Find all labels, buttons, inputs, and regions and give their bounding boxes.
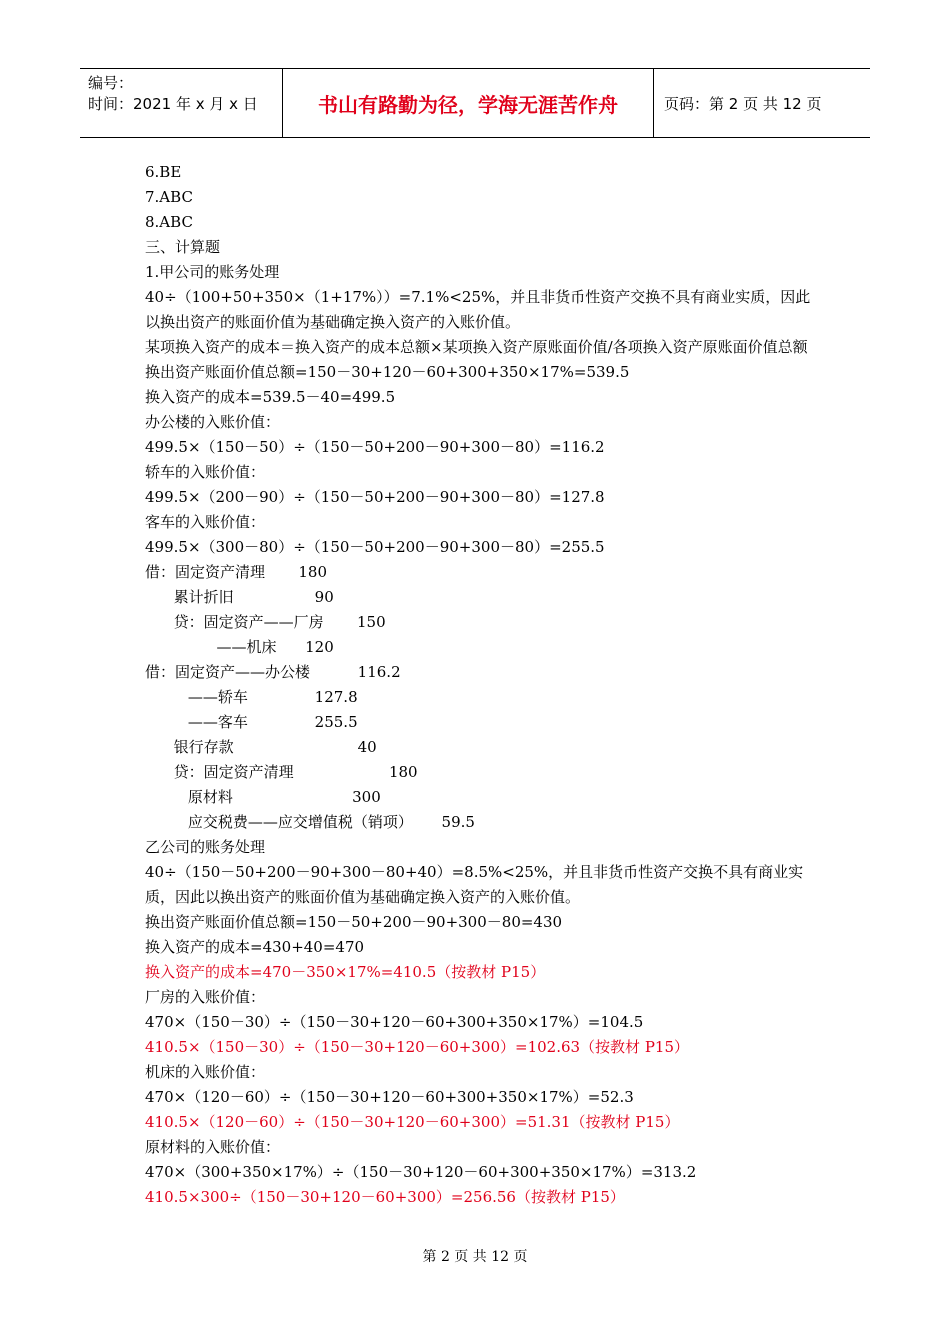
text-line: 换出资产账面价值总额=150－30+120－60+300+350×17%=539.5 xyxy=(145,363,630,381)
text-line: 410.5×300÷（150－30+120－60+300）=256.56（按教材 P15） xyxy=(145,1188,625,1206)
text-line: 机床的入账价值： xyxy=(145,1063,266,1081)
text-line: ——机床 120 xyxy=(145,638,334,656)
header-meta xyxy=(80,69,282,137)
text-line: 借：固定资产清理 180 xyxy=(145,563,328,581)
header-motto: 书山有路勤为径，学海无涯苦作舟 xyxy=(282,69,654,137)
text-line: 换入资产的成本=430+40=470 xyxy=(145,938,365,956)
text-line: 贷：固定资产清理 180 xyxy=(145,763,418,781)
text-line: 原材料的入账价值： xyxy=(145,1138,281,1156)
text-line: 换入资产的成本=539.5－40=499.5 xyxy=(145,388,396,406)
text-line: 客车的入账价值： xyxy=(145,513,266,531)
text-line: ——轿车 127.8 xyxy=(145,688,358,706)
text-line: 410.5×（150－30）÷（150－30+120－60+300）=102.63（按教材 P15） xyxy=(145,1038,690,1056)
text-line: 7.ABC xyxy=(145,188,193,206)
document-number-label: 编号： xyxy=(88,74,134,92)
text-line: 1.甲公司的账务处理 xyxy=(145,263,280,281)
text-line: 470×（120－60）÷（150－30+120－60+300+350×17%）=52.3 xyxy=(145,1088,634,1106)
text-line: 470×（300+350×17%）÷（150－30+120－60+300+350×17%）=313.2 xyxy=(145,1163,697,1181)
text-line: 8.ABC xyxy=(145,213,193,231)
text-line: 换入资产的成本=470－350×17%=410.5（按教材 P15） xyxy=(145,963,546,981)
text-line: 乙公司的账务处理 xyxy=(145,838,266,856)
text-line: 厂房的入账价值： xyxy=(145,988,266,1006)
text-line: 借：固定资产——办公楼 116.2 xyxy=(145,663,401,681)
text-line: 6.BE xyxy=(145,163,182,181)
text-line: 470×（150－30）÷（150－30+120－60+300+350×17%）=104.5 xyxy=(145,1013,644,1031)
text-line: 换出资产账面价值总额=150－50+200－90+300－80=430 xyxy=(145,913,563,931)
text-line: 410.5×（120－60）÷（150－30+120－60+300）=51.31（按教材 P15） xyxy=(145,1113,680,1131)
text-line: 轿车的入账价值： xyxy=(145,463,266,481)
text-line: 499.5×（300－80）÷（150－50+200－90+300－80）=255.5 xyxy=(145,538,605,556)
page-footer: 第 2 页 共 12 页 xyxy=(422,1249,528,1265)
text-line: ——客车 255.5 xyxy=(145,713,358,731)
text-line: 银行存款 40 xyxy=(145,738,377,756)
document-time-label: 时间：2021 年 x 月 x 日 xyxy=(88,95,258,113)
document-body xyxy=(145,160,815,1210)
page-header xyxy=(80,68,870,138)
text-line: 499.5×（150－50）÷（150－50+200－90+300－80）=116.2 xyxy=(145,438,605,456)
text-line: 办公楼的入账价值： xyxy=(145,413,281,431)
text-line: 40÷（100+50+350×（1+17%））=7.1%<25%，并且非货币性资产交换不具有商业实质，因此以换出资产的账面价值为基础确定换入资产的入账价值。 xyxy=(145,288,811,331)
text-line: 原材料 300 xyxy=(145,788,381,806)
text-line: 累计折旧 90 xyxy=(145,588,334,606)
text-line: 某项换入资产的成本＝换入资产的成本总额×某项换入资产原账面价值/各项换入资产原账面价值总额 xyxy=(145,338,808,356)
header-page-label: 页码：第 2 页 共 12 页 xyxy=(664,94,822,113)
text-line: 三、计算题 xyxy=(145,238,221,256)
text-line: 应交税费——应交增值税（销项） 59.5 xyxy=(145,813,475,831)
text-line: 499.5×（200－90）÷（150－50+200－90+300－80）=127.8 xyxy=(145,488,605,506)
text-line: 40÷（150－50+200－90+300－80+40）=8.5%<25%，并且非货币性资产交换不具有商业实质，因此以换出资产的账面价值为基础确定换入资产的入账价值。 xyxy=(145,863,804,906)
text-line: 贷：固定资产——厂房 150 xyxy=(145,613,386,631)
